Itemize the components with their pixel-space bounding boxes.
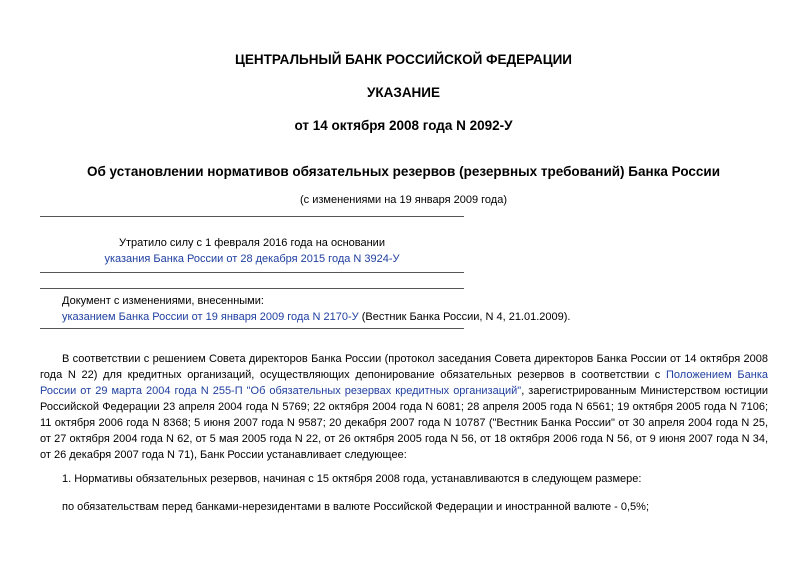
regulation-link[interactable]: Положением Банка России от 29 марта 2004 года N 255-П "Об обязательных резервах кредитных организаций" <box>40 369 768 397</box>
repeal-notice <box>40 235 464 267</box>
divider <box>40 216 464 217</box>
body-paragraph-3: по обязательствам перед банками-нерезидентами в валюте Российской Федерации и иностранной валюте - 0,5%; <box>62 501 650 513</box>
body-paragraph-2: 1. Нормативы обязательных резервов, начиная с 15 октября 2008 года, устанавливаются в следующем размере: <box>62 473 642 485</box>
org-name: ЦЕНТРАЛЬНЫЙ БАНК РОССИЙСКОЙ ФЕДЕРАЦИИ <box>234 52 573 67</box>
divider <box>40 288 464 289</box>
divider <box>40 328 464 329</box>
changes-source: (Вестник Банка России, N 4, 21.01.2009). <box>358 311 571 323</box>
doc-title: Об установлении нормативов обязательных резервов (резервных требований) Банка России <box>86 164 721 179</box>
body-paragraph-1 <box>40 351 768 463</box>
doc-type: УКАЗАНИЕ <box>366 85 441 100</box>
repeal-link[interactable]: указания Банка России от 28 декабря 2015 года N 3924-У <box>104 253 400 265</box>
p1-text-a: В соответствии с решением Совета директоров Банка России (протокол заседания Совета директоров Банка России от 14 октября 2008 года N 22) для кредитных организаций, осуществляющих депонирование обязательных резервов в соответствии с <box>40 353 768 381</box>
changes-link[interactable]: указанием Банка России от 19 января 2009 года N 2170-У <box>62 311 359 323</box>
p1-text-b: , зарегистрированным Министерством юстиции Российской Федерации 23 апреля 2004 года N 5769; 22 октября 2004 года N 6081; 28 апреля 2005 года N 6561; 19 октября 2005 года N 7106; 11 октября 2006 года N 8368; 5 июня 2007 года N 9587; 20 декабря 2007 года N 10787 ("Вестник Банка России" от 30 апреля 2004 года N 25, от 27 октября 2004 года N 62, от 5 мая 2005 года N 22, от 26 октября 2005 года N 56, от 18 октября 2006 года N 56, от 9 июня 2007 года N 34, от 26 декабря 2007 года N 71), Банк России устанавливает следующее: <box>40 385 768 461</box>
divider <box>40 272 464 273</box>
changes-block <box>62 293 662 325</box>
doc-edition: (с изменениями на 19 января 2009 года) <box>299 194 507 206</box>
changes-intro: Документ с изменениями, внесенными: <box>62 295 264 307</box>
repeal-text: Утратило силу с 1 февраля 2016 года на основании <box>119 237 385 249</box>
doc-date-number: от 14 октября 2008 года N 2092-У <box>294 118 513 133</box>
